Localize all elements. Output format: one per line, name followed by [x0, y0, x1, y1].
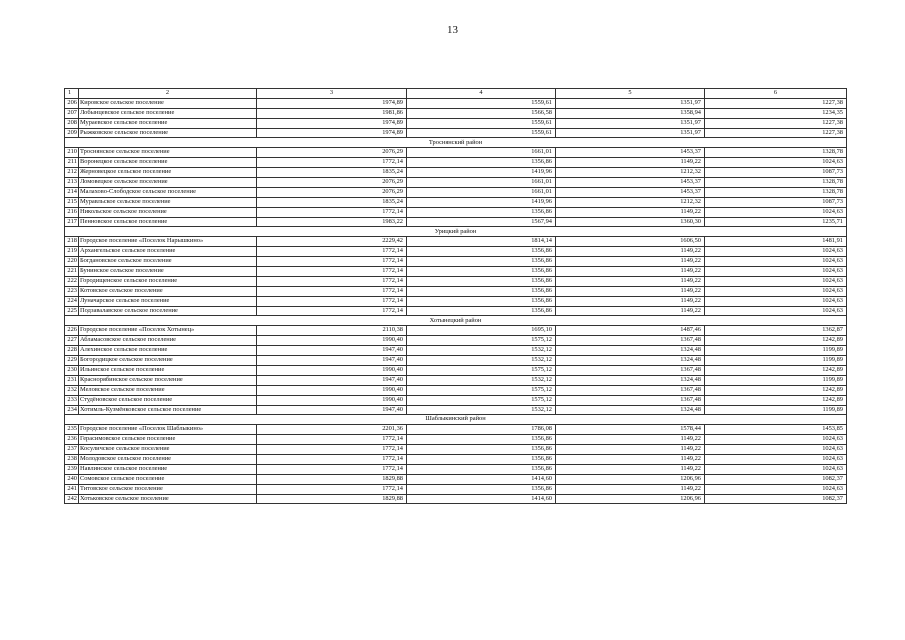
settlement-name-cell: Богородицкое сельское поселение — [79, 356, 257, 366]
value-cell: 1149,22 — [556, 247, 705, 257]
region-heading-row — [65, 227, 847, 237]
value-cell: 1981,86 — [257, 108, 407, 118]
value-cell: 1199,89 — [705, 405, 847, 415]
value-cell: 1772,14 — [257, 207, 407, 217]
value-cell: 1149,22 — [556, 435, 705, 445]
settlement-name-cell: Городское поселение «Поселок Шаблыкино» — [79, 425, 257, 435]
table-row — [65, 296, 847, 306]
value-cell: 1575,12 — [407, 395, 556, 405]
value-cell: 1575,12 — [407, 365, 556, 375]
settlement-name-cell: Подзавалавское сельское поселение — [79, 306, 257, 316]
value-cell: 2076,29 — [257, 178, 407, 188]
value-cell: 1199,89 — [705, 356, 847, 366]
value-cell: 1206,96 — [556, 474, 705, 484]
tariff-table-container — [64, 88, 846, 504]
table-row — [65, 346, 847, 356]
value-cell: 1532,12 — [407, 346, 556, 356]
table-row — [65, 178, 847, 188]
table-row — [65, 237, 847, 247]
value-cell: 1661,01 — [407, 148, 556, 158]
value-cell: 1328,78 — [705, 187, 847, 197]
settlement-name-cell: Сомовское сельское поселение — [79, 474, 257, 484]
row-index-cell: 229 — [65, 356, 79, 366]
settlement-name-cell: Краснорябинское сельское поселение — [79, 375, 257, 385]
settlement-name-cell: Навлинское сельское поселение — [79, 464, 257, 474]
value-cell: 1606,50 — [556, 237, 705, 247]
region-heading: Троснянский район — [65, 138, 847, 148]
value-cell: 1453,37 — [556, 148, 705, 158]
value-cell: 1367,48 — [556, 365, 705, 375]
value-cell: 1772,14 — [257, 445, 407, 455]
value-cell: 1199,89 — [705, 346, 847, 356]
settlement-name-cell: Хотимль-Кузмёнковское сельское поселение — [79, 405, 257, 415]
row-index-cell: 213 — [65, 178, 79, 188]
value-cell: 1149,22 — [556, 257, 705, 267]
table-row — [65, 187, 847, 197]
row-index-cell: 217 — [65, 217, 79, 227]
value-cell: 1235,71 — [705, 217, 847, 227]
settlement-name-cell: Титовское сельское поселение — [79, 484, 257, 494]
table-row — [65, 395, 847, 405]
value-cell: 1024,63 — [705, 158, 847, 168]
value-cell: 1835,24 — [257, 197, 407, 207]
settlement-name-cell: Воронецкое сельское поселение — [79, 158, 257, 168]
value-cell: 1324,48 — [556, 346, 705, 356]
settlement-name-cell: Никольское сельское поселение — [79, 207, 257, 217]
value-cell: 1242,89 — [705, 336, 847, 346]
value-cell: 1356,86 — [407, 435, 556, 445]
value-cell: 1149,22 — [556, 276, 705, 286]
value-cell: 1082,37 — [705, 474, 847, 484]
row-index-cell: 214 — [65, 187, 79, 197]
region-heading-row — [65, 415, 847, 425]
table-row — [65, 158, 847, 168]
table-row — [65, 356, 847, 366]
settlement-name-cell: Кировское сельское поселение — [79, 98, 257, 108]
value-cell: 1356,86 — [407, 247, 556, 257]
value-cell: 1559,61 — [407, 118, 556, 128]
row-index-cell: 208 — [65, 118, 79, 128]
value-cell: 1356,86 — [407, 306, 556, 316]
column-number-row — [65, 89, 847, 99]
value-cell: 1947,40 — [257, 356, 407, 366]
value-cell: 1356,86 — [407, 296, 556, 306]
value-cell: 1227,38 — [705, 98, 847, 108]
row-index-cell: 237 — [65, 445, 79, 455]
value-cell: 1947,40 — [257, 375, 407, 385]
table-row — [65, 168, 847, 178]
value-cell: 1772,14 — [257, 296, 407, 306]
value-cell: 1772,14 — [257, 484, 407, 494]
value-cell: 1356,86 — [407, 257, 556, 267]
row-index-cell: 212 — [65, 168, 79, 178]
value-cell: 1453,37 — [556, 187, 705, 197]
value-cell: 1149,22 — [556, 445, 705, 455]
value-cell: 1149,22 — [556, 158, 705, 168]
value-cell: 1242,89 — [705, 385, 847, 395]
settlement-name-cell: Алехинское сельское поселение — [79, 346, 257, 356]
row-index-cell: 225 — [65, 306, 79, 316]
settlement-name-cell: Косуличское сельское поселение — [79, 445, 257, 455]
value-cell: 1328,78 — [705, 178, 847, 188]
value-cell: 1578,44 — [556, 425, 705, 435]
row-index-cell: 230 — [65, 365, 79, 375]
settlement-name-cell: Троснянское сельское поселение — [79, 148, 257, 158]
row-index-cell: 215 — [65, 197, 79, 207]
row-index-cell: 240 — [65, 474, 79, 484]
settlement-name-cell: Городское поселение «Поселок Хотынец» — [79, 326, 257, 336]
value-cell: 1414,60 — [407, 474, 556, 484]
value-cell: 1661,01 — [407, 178, 556, 188]
value-cell: 1772,14 — [257, 286, 407, 296]
row-index-cell: 239 — [65, 464, 79, 474]
value-cell: 1481,91 — [705, 237, 847, 247]
value-cell: 1419,96 — [407, 197, 556, 207]
value-cell: 1149,22 — [556, 296, 705, 306]
value-cell: 1324,48 — [556, 375, 705, 385]
value-cell: 1974,89 — [257, 128, 407, 138]
table-row — [65, 257, 847, 267]
value-cell: 1356,86 — [407, 276, 556, 286]
value-cell: 1024,63 — [705, 207, 847, 217]
row-index-cell: 236 — [65, 435, 79, 445]
value-cell: 1227,38 — [705, 128, 847, 138]
tariff-table — [64, 88, 847, 504]
table-row — [65, 445, 847, 455]
settlement-name-cell: Мураевское сельское поселение — [79, 118, 257, 128]
value-cell: 1356,86 — [407, 207, 556, 217]
value-cell: 1024,63 — [705, 276, 847, 286]
value-cell: 1024,63 — [705, 286, 847, 296]
value-cell: 1024,63 — [705, 306, 847, 316]
value-cell: 1324,48 — [556, 356, 705, 366]
row-index-cell: 228 — [65, 346, 79, 356]
value-cell: 1024,63 — [705, 445, 847, 455]
row-index-cell: 206 — [65, 98, 79, 108]
value-cell: 1360,30 — [556, 217, 705, 227]
row-index-cell: 209 — [65, 128, 79, 138]
settlement-name-cell: Бунинское сельское поселение — [79, 267, 257, 277]
row-index-cell: 222 — [65, 276, 79, 286]
value-cell: 1149,22 — [556, 267, 705, 277]
value-cell: 1149,22 — [556, 454, 705, 464]
value-cell: 1772,14 — [257, 306, 407, 316]
value-cell: 1362,87 — [705, 326, 847, 336]
row-index-cell: 241 — [65, 484, 79, 494]
value-cell: 1351,97 — [556, 128, 705, 138]
table-row — [65, 454, 847, 464]
value-cell: 1453,85 — [705, 425, 847, 435]
value-cell: 1024,63 — [705, 247, 847, 257]
settlement-name-cell: Ломовецкое сельское поселение — [79, 178, 257, 188]
value-cell: 1024,63 — [705, 484, 847, 494]
column-number-cell: 1 — [65, 89, 79, 99]
value-cell: 1990,40 — [257, 336, 407, 346]
row-index-cell: 232 — [65, 385, 79, 395]
row-index-cell: 233 — [65, 395, 79, 405]
value-cell: 1227,38 — [705, 118, 847, 128]
value-cell: 1199,89 — [705, 375, 847, 385]
table-row — [65, 276, 847, 286]
settlement-name-cell: Богдановское сельское поселение — [79, 257, 257, 267]
value-cell: 1242,89 — [705, 395, 847, 405]
value-cell: 1356,86 — [407, 484, 556, 494]
settlement-name-cell: Хотьковское сельское поселение — [79, 494, 257, 504]
table-row — [65, 267, 847, 277]
table-row — [65, 247, 847, 257]
value-cell: 1772,14 — [257, 464, 407, 474]
table-row — [65, 494, 847, 504]
table-row — [65, 98, 847, 108]
value-cell: 1786,08 — [407, 425, 556, 435]
value-cell: 1356,86 — [407, 267, 556, 277]
region-heading: Хотынецкий район — [65, 316, 847, 326]
value-cell: 1351,97 — [556, 98, 705, 108]
value-cell: 1829,88 — [257, 474, 407, 484]
value-cell: 1559,61 — [407, 128, 556, 138]
row-index-cell: 218 — [65, 237, 79, 247]
value-cell: 1356,86 — [407, 454, 556, 464]
value-cell: 1356,86 — [407, 445, 556, 455]
table-row — [65, 484, 847, 494]
value-cell: 1149,22 — [556, 306, 705, 316]
row-index-cell: 223 — [65, 286, 79, 296]
table-row — [65, 336, 847, 346]
settlement-name-cell: Абламасовское сельское поселение — [79, 336, 257, 346]
value-cell: 2110,38 — [257, 326, 407, 336]
table-row — [65, 375, 847, 385]
table-row — [65, 326, 847, 336]
table-row — [65, 464, 847, 474]
value-cell: 1695,10 — [407, 326, 556, 336]
row-index-cell: 238 — [65, 454, 79, 464]
settlement-name-cell: Муравльское сельское поселение — [79, 197, 257, 207]
value-cell: 1772,14 — [257, 158, 407, 168]
table-row — [65, 197, 847, 207]
row-index-cell: 226 — [65, 326, 79, 336]
column-number-cell: 6 — [705, 89, 847, 99]
value-cell: 1149,22 — [556, 286, 705, 296]
value-cell: 1024,63 — [705, 257, 847, 267]
value-cell: 1212,32 — [556, 197, 705, 207]
value-cell: 1567,94 — [407, 217, 556, 227]
value-cell: 1772,14 — [257, 435, 407, 445]
value-cell: 1453,37 — [556, 178, 705, 188]
value-cell: 1206,96 — [556, 494, 705, 504]
value-cell: 1328,78 — [705, 148, 847, 158]
value-cell: 1990,40 — [257, 395, 407, 405]
value-cell: 1024,63 — [705, 454, 847, 464]
table-row — [65, 128, 847, 138]
row-index-cell: 235 — [65, 425, 79, 435]
row-index-cell: 224 — [65, 296, 79, 306]
settlement-name-cell: Герасимовское сельское поселение — [79, 435, 257, 445]
table-row — [65, 474, 847, 484]
settlement-name-cell: Студёновское сельское поселение — [79, 395, 257, 405]
row-index-cell: 220 — [65, 257, 79, 267]
value-cell: 1351,97 — [556, 118, 705, 128]
table-row — [65, 405, 847, 415]
page-number: 13 — [447, 24, 458, 36]
value-cell: 1356,86 — [407, 464, 556, 474]
row-index-cell: 216 — [65, 207, 79, 217]
value-cell: 1974,89 — [257, 118, 407, 128]
value-cell: 1559,61 — [407, 98, 556, 108]
value-cell: 1367,48 — [556, 385, 705, 395]
value-cell: 1532,12 — [407, 405, 556, 415]
value-cell: 1024,63 — [705, 435, 847, 445]
value-cell: 1367,48 — [556, 395, 705, 405]
column-number-cell: 5 — [556, 89, 705, 99]
value-cell: 1990,40 — [257, 385, 407, 395]
column-number-cell: 2 — [79, 89, 257, 99]
value-cell: 1212,32 — [556, 168, 705, 178]
value-cell: 1575,12 — [407, 385, 556, 395]
value-cell: 1024,63 — [705, 464, 847, 474]
value-cell: 1532,12 — [407, 356, 556, 366]
value-cell: 1566,58 — [407, 108, 556, 118]
value-cell: 1575,12 — [407, 336, 556, 346]
value-cell: 1324,48 — [556, 405, 705, 415]
value-cell: 1772,14 — [257, 267, 407, 277]
settlement-name-cell: Молодовское сельское поселение — [79, 454, 257, 464]
value-cell: 1024,63 — [705, 267, 847, 277]
settlement-name-cell: Ильинское сельское поселение — [79, 365, 257, 375]
settlement-name-cell: Городское поселение «Поселок Нарышкино» — [79, 237, 257, 247]
table-row — [65, 148, 847, 158]
table-row — [65, 385, 847, 395]
value-cell: 2076,29 — [257, 187, 407, 197]
row-index-cell: 221 — [65, 267, 79, 277]
settlement-name-cell: Луначарское сельское поселение — [79, 296, 257, 306]
settlement-name-cell: Меловское сельское поселение — [79, 385, 257, 395]
value-cell: 1082,37 — [705, 494, 847, 504]
value-cell: 1814,14 — [407, 237, 556, 247]
value-cell: 1835,24 — [257, 168, 407, 178]
value-cell: 1087,73 — [705, 168, 847, 178]
settlement-name-cell: Рыжковское сельское поселение — [79, 128, 257, 138]
settlement-name-cell: Малахово-Слободское сельское поселение — [79, 187, 257, 197]
region-heading-row — [65, 138, 847, 148]
value-cell: 1358,94 — [556, 108, 705, 118]
region-heading: Урицкий район — [65, 227, 847, 237]
value-cell: 1974,89 — [257, 98, 407, 108]
table-row — [65, 118, 847, 128]
table-row — [65, 425, 847, 435]
value-cell: 1149,22 — [556, 207, 705, 217]
table-row — [65, 365, 847, 375]
table-row — [65, 306, 847, 316]
value-cell: 1983,22 — [257, 217, 407, 227]
value-cell: 1367,48 — [556, 336, 705, 346]
value-cell: 1532,12 — [407, 375, 556, 385]
row-index-cell: 219 — [65, 247, 79, 257]
region-heading: Шаблыкинский район — [65, 415, 847, 425]
table-row — [65, 286, 847, 296]
row-index-cell: 207 — [65, 108, 79, 118]
value-cell: 1772,14 — [257, 247, 407, 257]
value-cell: 2201,36 — [257, 425, 407, 435]
value-cell: 1356,86 — [407, 286, 556, 296]
value-cell: 1414,60 — [407, 494, 556, 504]
value-cell: 1947,40 — [257, 405, 407, 415]
value-cell: 1242,89 — [705, 365, 847, 375]
settlement-name-cell: Пенновское сельское поселение — [79, 217, 257, 227]
settlement-name-cell: Городищенское сельское поселение — [79, 276, 257, 286]
settlement-name-cell: Жерновецкое сельское поселение — [79, 168, 257, 178]
value-cell: 1234,35 — [705, 108, 847, 118]
settlement-name-cell: Архангельское сельское поселение — [79, 247, 257, 257]
value-cell: 1087,73 — [705, 197, 847, 207]
value-cell: 1772,14 — [257, 454, 407, 464]
value-cell: 1024,63 — [705, 296, 847, 306]
value-cell: 1990,40 — [257, 365, 407, 375]
value-cell: 1487,46 — [556, 326, 705, 336]
settlement-name-cell: Котовское сельское поселение — [79, 286, 257, 296]
row-index-cell: 242 — [65, 494, 79, 504]
value-cell: 1772,14 — [257, 257, 407, 267]
value-cell: 1356,86 — [407, 158, 556, 168]
row-index-cell: 210 — [65, 148, 79, 158]
value-cell: 1947,40 — [257, 346, 407, 356]
value-cell: 2229,42 — [257, 237, 407, 247]
table-row — [65, 217, 847, 227]
table-row — [65, 435, 847, 445]
value-cell: 1149,22 — [556, 484, 705, 494]
value-cell: 1419,96 — [407, 168, 556, 178]
value-cell: 1149,22 — [556, 464, 705, 474]
column-number-cell: 4 — [407, 89, 556, 99]
row-index-cell: 211 — [65, 158, 79, 168]
row-index-cell: 231 — [65, 375, 79, 385]
value-cell: 1829,88 — [257, 494, 407, 504]
row-index-cell: 234 — [65, 405, 79, 415]
table-row — [65, 207, 847, 217]
value-cell: 2076,29 — [257, 148, 407, 158]
value-cell: 1772,14 — [257, 276, 407, 286]
value-cell: 1661,01 — [407, 187, 556, 197]
table-row — [65, 108, 847, 118]
settlement-name-cell: Лобынцевское сельское поселение — [79, 108, 257, 118]
region-heading-row — [65, 316, 847, 326]
table-body — [65, 89, 847, 504]
row-index-cell: 227 — [65, 336, 79, 346]
column-number-cell: 3 — [257, 89, 407, 99]
